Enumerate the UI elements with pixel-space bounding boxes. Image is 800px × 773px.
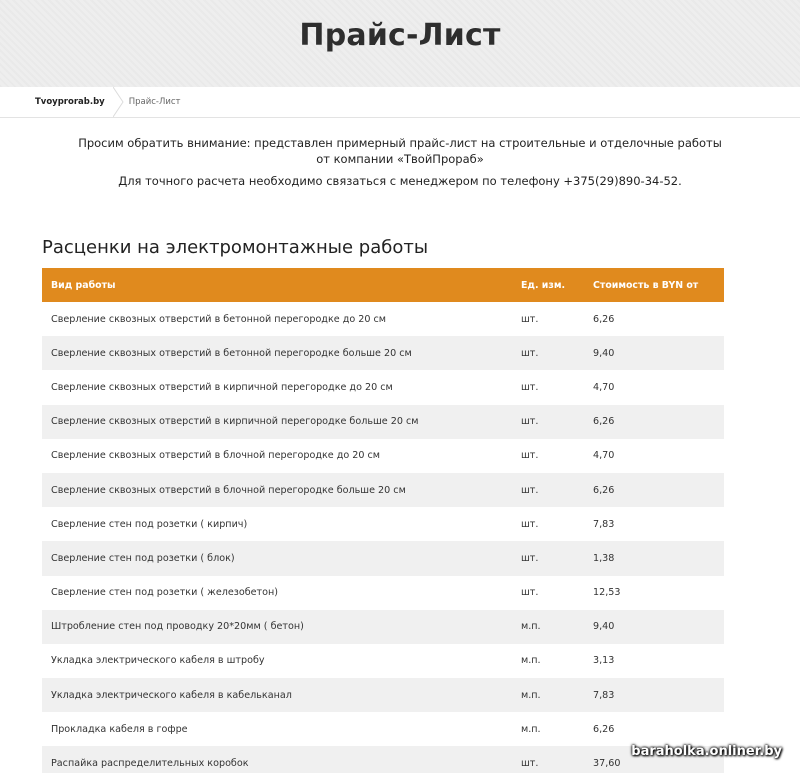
cell-unit: шт. — [521, 313, 539, 325]
cell-price: 37,60 — [584, 746, 724, 773]
table-row — [42, 473, 724, 507]
cell-price: 6,26 — [593, 723, 615, 735]
cell-price: 9,40 — [584, 610, 724, 644]
cell-unit: шт. — [512, 336, 584, 370]
table-row — [42, 507, 724, 541]
table-row — [42, 610, 724, 644]
table-row — [42, 576, 724, 610]
cell-price: 4,70 — [593, 381, 615, 393]
page-title: Прайс-Лист — [299, 18, 501, 53]
cell-work-type: Сверление стен под розетки ( железобетон) — [51, 587, 279, 599]
intro-contact: Для точного расчета необходимо связаться с менеджером по телефону +375(29)890-34-52. — [118, 174, 682, 188]
table-row — [42, 302, 724, 336]
breadcrumb — [0, 87, 800, 118]
cell-price: 6,26 — [584, 405, 724, 439]
cell-unit: м.п. — [512, 610, 584, 644]
cell-unit: шт. — [521, 450, 539, 462]
cell-work-type: Сверление стен под розетки ( кирпич) — [51, 518, 248, 530]
header-unit: Ед. изм. — [512, 268, 584, 302]
cell-unit: шт. — [512, 746, 584, 773]
cell-price: 12,53 — [593, 587, 621, 599]
table-row — [42, 644, 724, 678]
header-work-type: Вид работы — [42, 268, 512, 302]
page-hero — [0, 0, 800, 87]
cell-unit: шт. — [512, 541, 584, 575]
cell-price: 6,26 — [584, 473, 724, 507]
cell-unit: шт. — [521, 587, 539, 599]
cell-work-type: Прокладка кабеля в гофре — [51, 723, 188, 735]
table-row — [42, 712, 724, 746]
price-table — [42, 268, 724, 773]
table-row — [42, 336, 724, 370]
cell-unit: шт. — [521, 518, 539, 530]
header-price: Стоимость в BYN от — [584, 268, 724, 302]
cell-work-type: Укладка электрического кабеля в штробу — [51, 655, 265, 667]
cell-price: 9,40 — [584, 336, 724, 370]
cell-work-type: Сверление сквозных отверстий в бетонной перегородке до 20 см — [51, 313, 387, 325]
cell-unit: м.п. — [521, 655, 541, 667]
cell-work-type: Сверление сквозных отверстий в бетонной перегородке больше 20 см — [42, 336, 512, 370]
cell-unit: м.п. — [521, 723, 541, 735]
cell-unit: шт. — [521, 381, 539, 393]
cell-price: 7,83 — [584, 678, 724, 712]
table-row — [42, 405, 724, 439]
cell-price: 4,70 — [593, 450, 615, 462]
cell-work-type: Сверление стен под розетки ( блок) — [42, 541, 512, 575]
table-row — [42, 439, 724, 473]
table-row — [42, 370, 724, 404]
cell-price: 6,26 — [593, 313, 615, 325]
cell-work-type: Сверление сквозных отверстий в кирпичной перегородке больше 20 см — [42, 405, 512, 439]
table-row — [42, 541, 724, 575]
table-row — [42, 678, 724, 712]
breadcrumb-separator-icon — [113, 87, 127, 117]
cell-unit: м.п. — [512, 678, 584, 712]
table-row — [42, 746, 724, 773]
cell-unit: шт. — [512, 473, 584, 507]
cell-price: 3,13 — [593, 655, 615, 667]
cell-unit: шт. — [512, 405, 584, 439]
breadcrumb-current: Прайс-Лист — [128, 97, 181, 107]
cell-work-type: Распайка распределительных коробок — [42, 746, 512, 773]
table-header-row — [42, 268, 724, 302]
cell-work-type: Укладка электрического кабеля в кабельканал — [42, 678, 512, 712]
cell-work-type: Штробление стен под проводку 20*20мм ( бетон) — [42, 610, 512, 644]
cell-work-type: Сверление сквозных отверстий в кирпичной перегородке до 20 см — [51, 381, 393, 393]
cell-work-type: Сверление сквозных отверстий в блочной перегородке больше 20 см — [42, 473, 512, 507]
breadcrumb-home-link[interactable]: Tvoyprorab.by — [35, 97, 105, 107]
cell-price: 1,38 — [584, 541, 724, 575]
intro-notice: Просим обратить внимание: представлен примерный прайс-лист на строительные и отделочные работы от компании «ТвойПрораб» — [78, 136, 722, 166]
cell-price: 7,83 — [593, 518, 615, 530]
cell-work-type: Сверление сквозных отверстий в блочной перегородке до 20 см — [51, 450, 381, 462]
section-title: Расценки на электромонтажные работы — [42, 237, 429, 258]
watermark: baraholka.onliner.by — [631, 744, 782, 759]
intro-text — [0, 135, 800, 189]
